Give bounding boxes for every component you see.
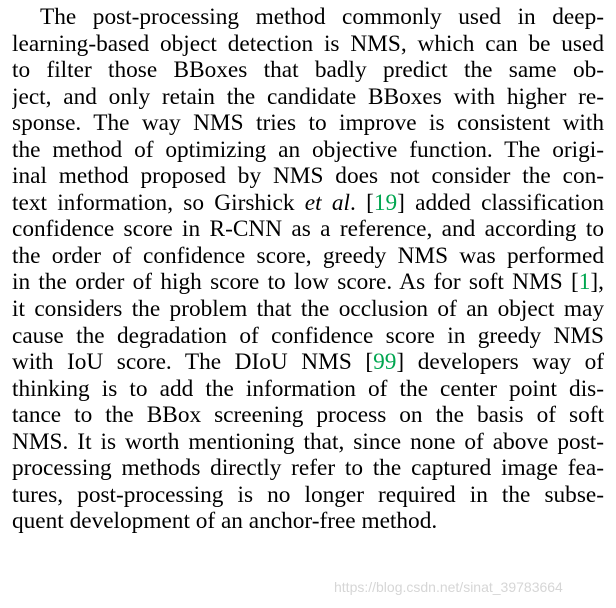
text-run: in the order of high score to low score. As for soft NMS [ [12,269,579,296]
text-line [12,349,604,376]
text-line [12,31,604,58]
text-line [12,376,604,403]
text-run: . [ [350,189,374,216]
text-run: confidence score in R-CNN as a reference, and according to [12,216,604,243]
text-run: The post-processing method commonly used in deep- [40,4,604,30]
text-run: quent development of an anchor-free method. [12,508,438,535]
text-line [12,216,604,243]
text-run: the order of confidence score, greedy NMS was performed [12,242,604,269]
text-run: to filter those BBoxes that badly predict the same ob- [12,57,604,84]
text-run: ], [590,269,604,296]
text-line [12,323,604,350]
text-run: text information, so Girshick [12,189,305,216]
text-run: ] added classification [397,189,604,216]
text-line [12,110,604,137]
text-run: ] developers way of [396,349,604,376]
watermark: https://blog.csdn.net/sinat_39783664 [334,579,563,595]
text-run: ject, and only retain the candidate BBoxes with higher re- [12,83,604,110]
text-run: it considers the problem that the occlusion of an object may [12,296,604,323]
text-run: thinking is to add the information of the center point dis- [12,375,604,402]
text-run: inal method proposed by NMS does not consider the con- [12,163,604,190]
text-run: tures, post-processing is no longer required in the subse- [12,481,604,508]
text-run: the method of optimizing an objective function. The origi- [12,136,604,163]
body-paragraph [12,4,604,535]
text-line [12,190,604,217]
citation-link[interactable]: 99 [373,349,397,376]
citation-link[interactable]: 19 [373,189,398,216]
text-run: NMS. It is worth mentioning that, since none of above post- [12,428,604,455]
text-run: with IoU score. The DIoU NMS [ [12,349,374,376]
text-line [12,84,604,111]
text-line [12,163,604,190]
text-line [12,455,604,482]
text-line [12,137,604,164]
text-line [12,57,604,84]
text-line [12,429,604,456]
text-line [12,269,604,296]
italic-text: et al [304,189,350,216]
text-run: sponse. The way NMS tries to improve is consistent with [12,110,604,137]
text-line [12,508,604,535]
text-line [12,243,604,270]
citation-link[interactable]: 1 [578,269,591,296]
text-run: tance to the BBox screening process on the basis of soft [12,402,604,429]
text-line [12,4,604,31]
text-run: processing methods directly refer to the captured image fea- [12,455,604,482]
text-line [12,482,604,509]
text-line [12,402,604,429]
text-run: learning-based object detection is NMS, which can be used [12,30,604,57]
text-run: cause the degradation of confidence score in greedy NMS [12,322,604,349]
text-line [12,296,604,323]
